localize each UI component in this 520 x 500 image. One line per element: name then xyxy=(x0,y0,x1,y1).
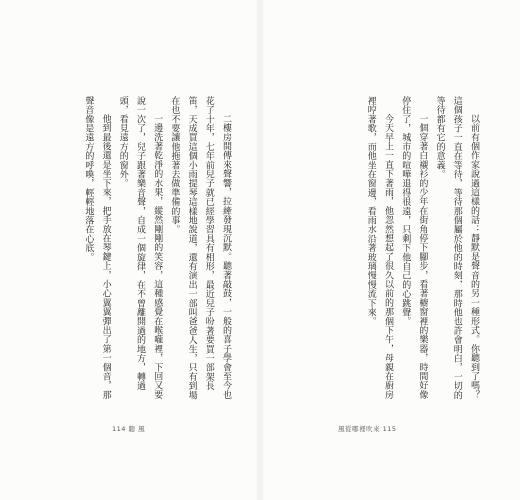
right-paragraph-3: 今天早上一直下著雨，他忽然想起了很久以前的那個下午，母親在廚房裡哼著歌，而他坐在窗邊，看雨水沿著玻璃慢慢流下來。 xyxy=(365,96,393,400)
page-gutter xyxy=(255,0,265,500)
right-page-number: 風從哪裡吹來 115 xyxy=(338,425,397,433)
right-paragraph-2: 一個穿著白襯衫的少年在街角停下腳步，看著櫥窗裡的樂器，時間好像停住了，城市的喧嘩退得很遠，只剩下他自己的心跳聲。 xyxy=(400,96,428,400)
left-paragraph-2: 一邊洗著乾淨的水果，縱然剛剛的笑容，這種感覺在喉嚨裡，下回又要說一次了，兒子跟著樂音聲，自成一個旋律，在不曾離開過的地方，轉過頭，看見遠方的窗外。 xyxy=(117,96,163,400)
left-paragraph-3: 他到最後還是坐下來，把手放在琴鍵上，小心翼翼彈出了第一個音，那聲音像是遠方的呼喚，輕輕地落在心底。 xyxy=(83,96,111,400)
left-paragraph-1: 二樓房間傳來聲響，拉縴發現沉默。聽著敲鼓，一般的喜子學會至今也花了十年，七年前兒子就已經學習具有相形，最近兒子吩著要買一部架長笛，天成買這個小雨提琴這樣地說道，還有演出一部叫爸爸人生，只有到場在也不要讓他拖著去做準備的事。 xyxy=(169,96,231,400)
left-page-text xyxy=(34,96,234,404)
left-page-number: 114 聽 風 xyxy=(112,425,146,433)
right-paragraph-1: 以前有個作家說過這樣的話：靜默是聲音的另一種形式。你聽到了嗎？這個孩子一直在等待，等待那個屬於他的時刻，那時他也許會明白，一切的等待都有它的意義。 xyxy=(434,96,479,400)
right-page-text xyxy=(282,96,482,404)
